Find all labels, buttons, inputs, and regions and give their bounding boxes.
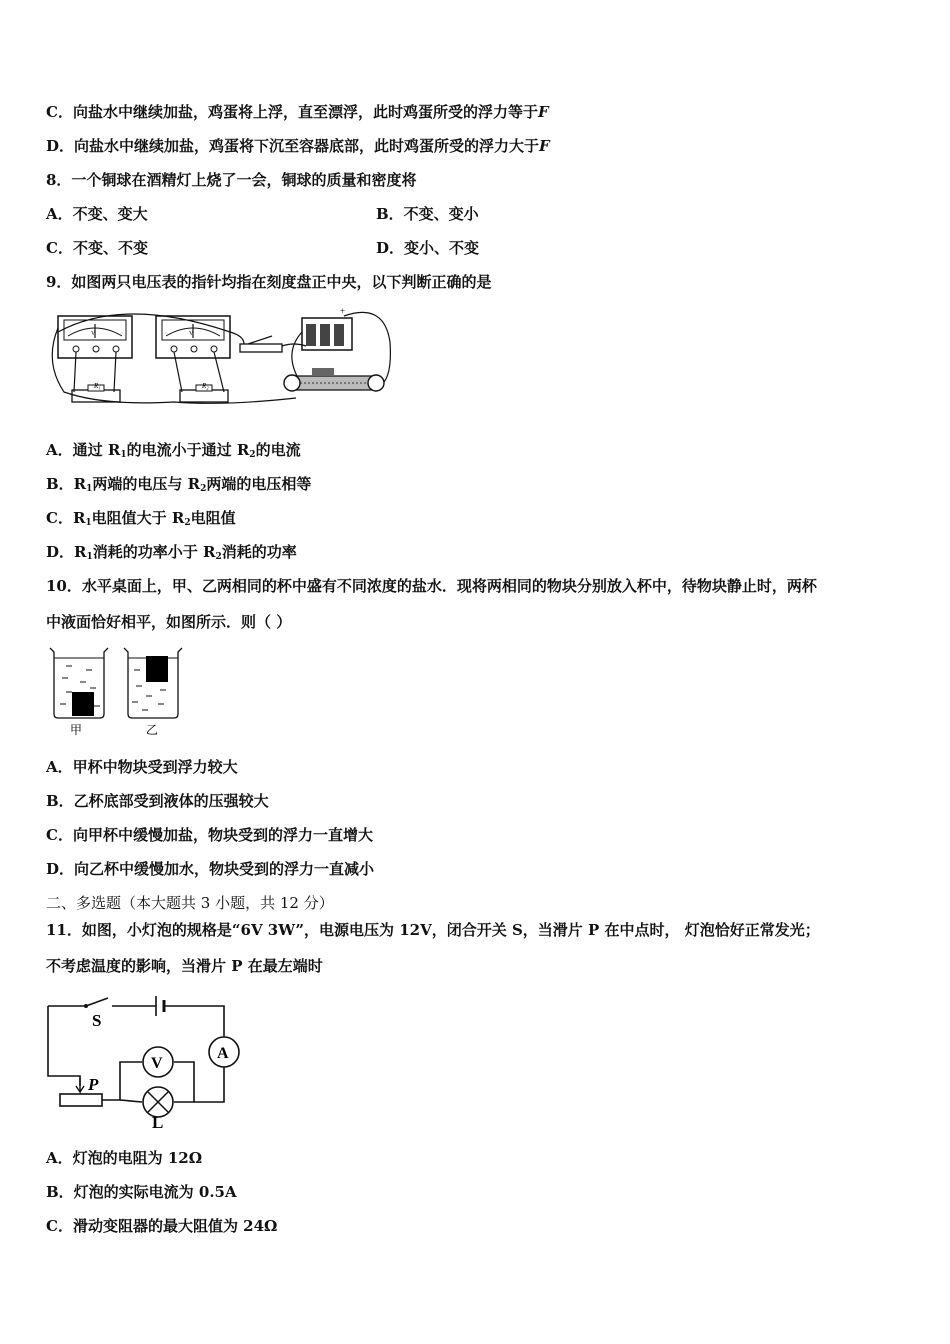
q10-stem-line1: 10．水平桌面上，甲、乙两相同的杯中盛有不同浓度的盐水．现将两相同的物块分别放入杯中，待物块静止时，两杯 — [46, 577, 817, 595]
q9-stem: 9．如图两只电压表的指针均指在刻度盘正中央，以下判断正确的是 — [46, 273, 492, 291]
q11-circuit-figure — [40, 990, 250, 1130]
q9-option-c: C．$R_1$电阻值大于 $R_2$电阻值 — [46, 509, 236, 528]
r2-label: R₂ — [202, 382, 209, 390]
q10-cups-figure — [46, 644, 196, 740]
battery-symbol — [156, 996, 164, 1016]
voltmeter-label: V — [151, 1055, 163, 1072]
cup-yi — [124, 648, 182, 737]
switch — [240, 336, 282, 352]
battery — [302, 306, 352, 350]
q10-option-b: B．乙杯底部受到液体的压强较大 — [46, 792, 269, 810]
rheostat-symbol — [60, 1075, 102, 1106]
q9-option-a: A．通过 $R_1$的电流小于通过 $R_2$的电流 — [46, 441, 301, 460]
q8-option-d: D．变小、不变 — [376, 239, 480, 257]
q10-option-c: C．向甲杯中缓慢加盐，物块受到的浮力一直增大 — [46, 826, 373, 844]
ammeter-symbol — [209, 1037, 239, 1067]
q8-option-a: A．不变、变大 — [46, 205, 148, 223]
resistor-r1 — [72, 382, 120, 402]
q8-option-b: B．不变、变小 — [376, 205, 479, 223]
cup-jia-label: 甲 — [70, 723, 83, 737]
lamp-label: L — [152, 1113, 164, 1130]
q7-option-d: D．向盐水中继续加盐，鸡蛋将下沉至容器底部，此时鸡蛋所受的浮力大于F — [46, 137, 550, 155]
q8-option-c: C．不变、不变 — [46, 239, 148, 257]
r1-label: R₁ — [94, 382, 101, 390]
section-heading: 二、多选题（本大题共 3 小题，共 12 分） — [46, 894, 334, 912]
q8-stem: 8．一个铜球在酒精灯上烧了一会，铜球的质量和密度将 — [46, 171, 417, 189]
q9-option-b: B．$R_1$两端的电压与 $R_2$两端的电压相等 — [46, 475, 312, 494]
slider-label: P — [88, 1075, 99, 1094]
q7-option-c-var: F — [537, 103, 549, 121]
q10-option-d: D．向乙杯中缓慢加水，物块受到的浮力一直减小 — [46, 860, 375, 878]
q7-option-c: C．向盐水中继续加盐，鸡蛋将上浮，直至漂浮，此时鸡蛋所受的浮力等于F — [46, 103, 549, 121]
svg-text:V: V — [189, 331, 194, 337]
q11-stem-line1: 11．如图，小灯泡的规格是“6V 3W”，电源电压为 12V，闭合开关 S，当滑片 P 在中点时， 灯泡恰好正常发光； — [46, 921, 820, 939]
q9-option-d: D．$R_1$消耗的功率小于 $R_2$消耗的功率 — [46, 543, 297, 562]
q9-circuit-figure — [44, 302, 392, 410]
rheostat — [284, 368, 384, 391]
svg-text:V: V — [91, 331, 96, 337]
q11-wires — [48, 998, 224, 1102]
cup-jia — [50, 648, 108, 737]
q11-option-c: C．滑动变阻器的最大阻值为 24Ω — [46, 1217, 278, 1235]
voltmeter-1 — [58, 316, 132, 358]
lamp-symbol — [143, 1087, 173, 1130]
q7-option-d-var: F — [539, 137, 550, 155]
voltmeter-symbol — [143, 1047, 173, 1077]
q10-stem-line2: 中液面恰好相平，如图所示．则（ ） — [46, 613, 292, 631]
ammeter-label: A — [217, 1045, 229, 1062]
q11-stem-line2: 不考虑温度的影响，当滑片 P 在最左端时 — [46, 957, 323, 975]
voltmeter-2 — [156, 316, 230, 358]
q10-option-a: A．甲杯中物块受到浮力较大 — [46, 758, 238, 776]
q11-option-b: B．灯泡的实际电流为 0.5A — [46, 1183, 237, 1201]
svg-text:+: + — [340, 306, 346, 316]
switch-label: S — [92, 1011, 102, 1030]
q11-option-a: A．灯泡的电阻为 12Ω — [46, 1149, 203, 1167]
resistor-r2 — [180, 382, 228, 402]
cup-yi-label: 乙 — [146, 723, 159, 737]
